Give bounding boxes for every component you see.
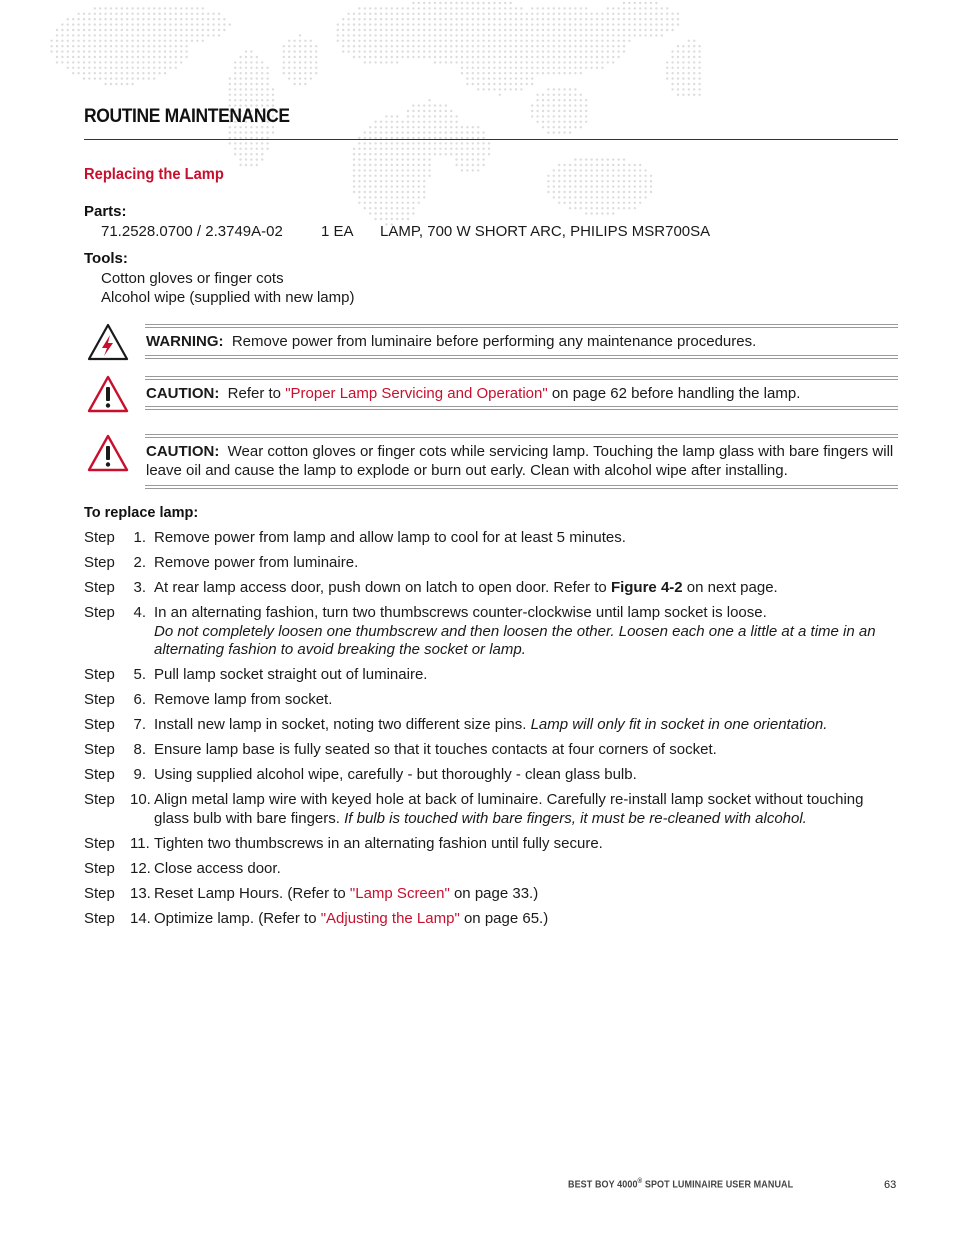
- note-rule-bottom: [145, 355, 898, 359]
- step-text: Remove power from lamp and allow lamp to cool for at least 5 minutes.: [154, 529, 626, 546]
- step-text: [154, 604, 898, 660]
- lamp-screen-link[interactable]: "Lamp Screen": [349, 885, 450, 902]
- caution-text: on page 62 before handling the lamp.: [547, 385, 801, 402]
- note-rule-top: [145, 434, 898, 438]
- step-label: Step: [84, 835, 115, 852]
- step-text: Close access door.: [154, 860, 281, 877]
- step-text-part: Optimize lamp. (Refer to: [154, 910, 321, 927]
- procedure-title: To replace lamp:: [84, 505, 199, 521]
- step-number: 11.: [130, 835, 150, 852]
- step-text: [154, 579, 898, 598]
- figure-reference: Figure 4-2: [610, 579, 683, 596]
- warning-text: Remove power from luminaire before performing any maintenance procedures.: [231, 333, 757, 350]
- caution-label: CAUTION:: [146, 385, 220, 402]
- step-text: [154, 885, 898, 904]
- subsection-title: Replacing the Lamp: [84, 166, 224, 183]
- footer-manual-title: [568, 1178, 793, 1190]
- caution-note: [146, 442, 898, 480]
- step-number: 5.: [133, 666, 146, 683]
- tool-item: Cotton gloves or finger cots: [101, 270, 284, 287]
- step-text-part: Reset Lamp Hours. (Refer to: [154, 885, 350, 902]
- step-number: 8.: [133, 741, 146, 758]
- step-number: 1.: [133, 529, 146, 546]
- step-text: Remove power from luminaire.: [154, 554, 359, 571]
- note-rule-top: [145, 376, 898, 380]
- step-label: Step: [84, 691, 115, 708]
- step-text: Pull lamp socket straight out of luminaire.: [154, 666, 428, 683]
- caution-label: CAUTION:: [146, 443, 220, 460]
- step-label: Step: [84, 860, 115, 877]
- step-number: 4.: [133, 604, 146, 621]
- adjusting-lamp-link[interactable]: "Adjusting the Lamp": [320, 910, 460, 927]
- part-description: LAMP, 700 W SHORT ARC, PHILIPS MSR700SA: [380, 223, 711, 240]
- caution-icon: [86, 374, 130, 414]
- step-text: Using supplied alcohol wipe, carefully - but thoroughly - clean glass bulb.: [154, 766, 637, 783]
- step-number: 2.: [133, 554, 146, 571]
- step-note: If bulb is touched with bare fingers, it must be re-cleaned with alcohol.: [344, 809, 807, 827]
- step-label: Step: [84, 741, 115, 758]
- step-number: 6.: [133, 691, 146, 708]
- section-title: ROUTINE MAINTENANCE: [84, 106, 290, 127]
- step-number: 12.: [130, 860, 151, 877]
- tool-item: Alcohol wipe (supplied with new lamp): [101, 289, 355, 306]
- step-text: Remove lamp from socket.: [154, 691, 333, 708]
- step-text: [154, 716, 898, 735]
- registered-mark: ®: [637, 1178, 643, 1185]
- part-quantity: 1 EA: [321, 223, 354, 240]
- step-text-part: on next page.: [682, 579, 778, 596]
- step-note: Lamp will only fit in socket in one orientation.: [530, 716, 828, 733]
- step-number: 14.: [130, 910, 151, 927]
- step-label: Step: [84, 885, 115, 902]
- step-label: Step: [84, 716, 115, 733]
- step-text-part: on page 65.): [459, 910, 549, 927]
- step-text-part: Align metal lamp wire with keyed hole at back of luminaire. Carefully re-install lamp socket without touching glass bulb with bare fingers.: [154, 791, 864, 827]
- section-divider: [84, 139, 898, 140]
- step-text-part: on page 33.): [449, 885, 539, 902]
- warning-note: [146, 332, 898, 351]
- tools-label: Tools:: [84, 250, 128, 267]
- step-number: 10.: [130, 791, 151, 808]
- lamp-servicing-link[interactable]: "Proper Lamp Servicing and Operation": [285, 385, 548, 402]
- part-number: 71.2528.0700 / 2.3749A-02: [101, 223, 283, 240]
- step-text-part: In an alternating fashion, turn two thumbscrews counter-clockwise until lamp socket is loose.: [154, 604, 767, 621]
- step-number: 9.: [133, 766, 146, 783]
- step-text-part: Install new lamp in socket, noting two different size pins.: [154, 716, 531, 733]
- note-rule-bottom: [145, 406, 898, 410]
- step-label: Step: [84, 529, 115, 546]
- step-note: Do not completely loosen one thumbscrew and then loosen the other. Loosen each one a little at a time in an alternating fashion to avoid breaking the socket or lamp.: [154, 622, 876, 658]
- electrical-hazard-icon: [86, 322, 130, 362]
- note-rule-top: [145, 324, 898, 328]
- caution-icon: [86, 433, 130, 473]
- step-text: [154, 910, 898, 929]
- caution-text: Wear cotton gloves or finger cots while servicing lamp. Touching the lamp glass with bare fingers will leave oil and cause the lamp to explode or burn out early. Clean with alcohol wipe after installing.: [146, 443, 894, 479]
- step-number: 7.: [133, 716, 146, 733]
- step-label: Step: [84, 791, 115, 808]
- step-label: Step: [84, 554, 115, 571]
- step-number: 13.: [130, 885, 151, 902]
- step-text: Ensure lamp base is fully seated so that it touches contacts at four corners of socket.: [154, 741, 717, 758]
- step-number: 3.: [133, 579, 146, 596]
- note-rule-bottom: [145, 485, 898, 489]
- step-label: Step: [84, 766, 115, 783]
- step-text-part: At rear lamp access door, push down on latch to open door. Refer to: [154, 579, 611, 596]
- footer-title-part: SPOT LUMINAIRE USER MANUAL: [642, 1179, 794, 1191]
- step-label: Step: [84, 579, 115, 596]
- step-text: [154, 791, 898, 828]
- step-label: Step: [84, 910, 115, 927]
- page-number: 63: [884, 1179, 897, 1191]
- caution-note: [146, 384, 898, 403]
- warning-label: WARNING:: [146, 333, 224, 350]
- caution-text: Refer to: [227, 385, 286, 402]
- step-text: Tighten two thumbscrews in an alternating fashion until fully secure.: [154, 835, 603, 852]
- step-label: Step: [84, 604, 115, 621]
- step-label: Step: [84, 666, 115, 683]
- footer-title-part: BEST BOY 4000: [568, 1179, 638, 1191]
- parts-label: Parts:: [84, 203, 127, 220]
